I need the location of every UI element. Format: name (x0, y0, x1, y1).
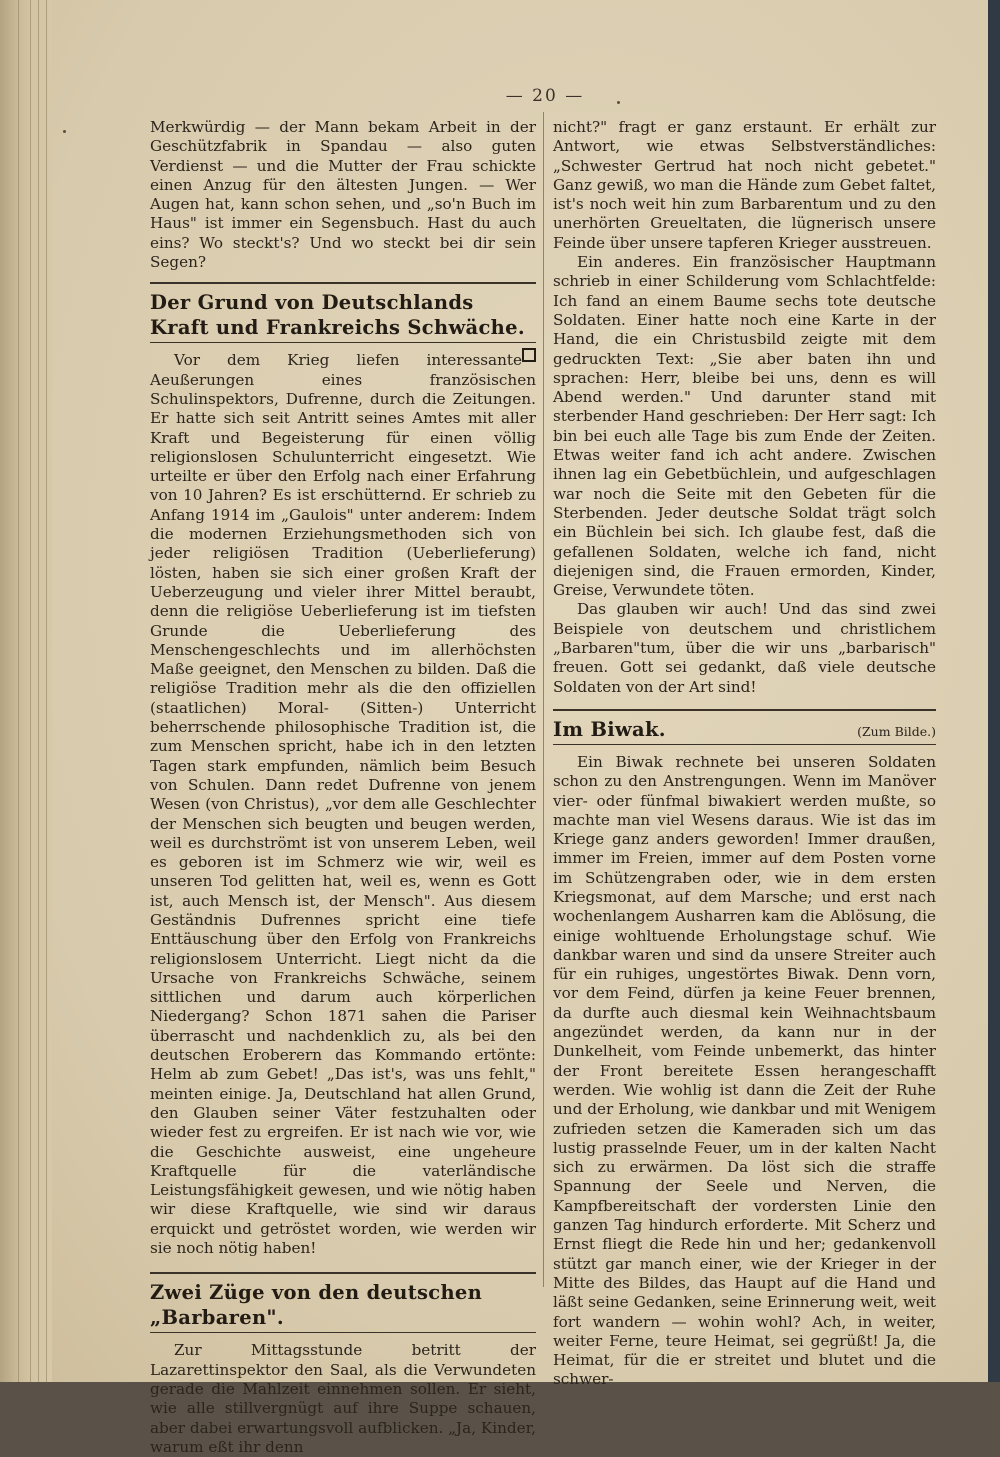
heading-biwak-row (553, 717, 936, 742)
page-number: — 20 — (505, 86, 585, 106)
heading-rule (553, 744, 936, 745)
heading-barbaren: Zwei Züge von den deutschen „Barbaren". (150, 1281, 483, 1330)
heading-kraft-schwaeche (150, 290, 536, 340)
book-spine (0, 0, 52, 1382)
heading-rule (150, 342, 536, 343)
article-paragraph: Das glauben wir auch! Und das sind zwei Beispiele von deutschem und christlichem „Barbaren"tum, über die wir uns „barbarisch" freuen. Gott sei gedankt, daß viele deutsche Soldaten von der Art sind! (553, 600, 936, 696)
stray-mark (617, 101, 620, 104)
heading-note: (Zum Bilde.) (857, 723, 936, 739)
section-rule (150, 1272, 536, 1274)
article-paragraph: Ein Biwak rechnete bei unseren Soldaten schon zu den Anstrengungen. Wenn im Manöver vier- oder fünfmal biwakiert werden mußte, so machte man viel Wesens daraus. Wie ist das im Kriege ganz anders geworden! Immer draußen, immer im Freien, immer auf dem Posten vorne im Schützengraben oder, wie in dem ersten Kriegsmonat, auf dem Marsche; und erst nach wochenlangem Ausharren kam die Ablösung, die einige wohltuende Erholungstage schuf. Wie dankbar waren und sind da unsere Streiter auch für ein ruhiges, ungestörtes Biwak. Denn vorn, vor dem Feind, dürfen ja keine Feuer brennen, da durfte auch diesmal kein Weihnachtsbaum angezündet werden, da kann nur in der Dunkelheit, vom Feinde unbemerkt, das hinter der Front bereitete Essen herangeschafft werden. Wie wohlig ist dann die Zeit der Ruhe und der Erholung, wie dankbar und mit Wenigem zufrieden setzen die Kameraden sich um das lustig prasselnde Feuer, um in der kalten Nacht sich zu erwärmen. Da löst sich die straffe Spannung der Seele und Nerven, die Kampfbereitschaft der vordersten Linie den ganzen Tag hindurch erforderte. Mit Scherz und Ernst fliegt die Rede hin und her; gedankenvoll stützt gar manch einer, wie der Krieger in der Mitte des Bildes, das Haupt auf die Hand und läßt seine Gedanken, seine Erinnerung weit, weit fort wandern — wohin wohl? Ach, in weiter, weiter Ferne, teure Heimat, sei gegrüßt! Ja, die Heimat, für die er streitet und blutet und die schwer- (553, 752, 936, 1389)
article-paragraph: Zur Mittagsstunde betritt der Lazarettinspektor den Saal, als die Verwundeten gerade die Mahlzeit einnehmen sollen. Er sieht, wie alle stillvergnügt auf ihre Suppe schauen, aber dabei erwartungsvoll aufblicken. „Ja, Kinder, warum eßt ihr denn (150, 1341, 536, 1456)
article-paragraph: Ein anderes. Ein französischer Hauptmann schrieb in einer Schilderung vom Schlachtfelde: Ich fand an einem Baume sechs tote deutsche Soldaten. Einer hatte noch eine Karte in der Hand, die ein Christusbild zeigte mit dem gedruckten Text: „Sie aber baten ihn und sprachen: Herr, bleibe bei uns, denn es will Abend werden." Und darunter stand mit sterbender Hand geschrieben: Der Herr sagt: Ich bin bei euch alle Tage bis zum Ende der Zeiten. Etwas weiter fand ich acht andere. Zwischen ihnen lag ein Gebetbüchlein, und aufgeschlagen war noch die Seite mit den Gebeten für die Sterbenden. Jeder deutsche Soldat trägt solch ein Büchlein bei sich. Ich glaube fest, daß die gefallenen Soldaten, welche ich fand, nicht diejenigen sind, die Frauen ermorden, Kinder, Greise, Verwundete töten. (553, 253, 936, 600)
heading-biwak: Im Biwak. (553, 717, 666, 741)
heading-rule (150, 1332, 536, 1333)
column-divider (543, 112, 544, 1287)
section-rule (553, 709, 936, 711)
left-column (150, 118, 536, 1457)
article-paragraph: Vor dem Krieg liefen interessante Aeußerungen eines französischen Schulinspektors, Dufrenne, durch die Zeitungen. Er hatte sich seit Antritt seines Amtes mit aller Kraft und Begeisterung für einen völlig religionslosen Schulunterricht eingesetzt. Wie urteilte er über den Erfolg nach einer Erfahrung von 10 Jahren? Es ist erschütternd. Er schrieb zu Anfang 1914 im „Gaulois" unter anderem: Indem die modernen Erziehungsmethoden sich von jeder religiösen Tradition (Ueberlieferung) lösten, haben sie sich einer großen Kraft der Ueberzeugung und vieler ihrer Mittel beraubt, denn die religiöse Ueberlieferung ist im tiefsten Grunde die Ueberlieferung des Menschengeschlechts und im allerhöchsten Maße geeignet, den Menschen zu bilden. Daß die religiöse Tradition mehr als die den offiziellen (staatlichen) Moral- (Sitten-) Unterricht beherrschende philosophische Tradition ist, die zum Menschen spricht, habe ich in den letzten Tagen stark empfunden, nämlich beim Besuch von Schulen. Dann redet Dufrenne von jenem Wesen (von Christus), „vor dem alle Geschlechter der Menschen sich beugten und beugen werden, weil es durchströmt ist von unserem Leben, weil es geboren ist im Schmerz wie wir, weil es unseren Tod gelitten hat, weil es, wenn es Gott ist, auch Mensch ist, der Mensch". Aus diesem Geständnis Dufrennes spricht eine tiefe Enttäuschung über den Erfolg von Frankreichs religionslosem Unterricht. Liegt nicht da die Ursache von Frankreichs Schwäche, seinem sittlichen und darum auch körperlichen Niedergang? Schon 1871 sahen die Pariser überrascht und nachdenklich zu, als bei den deutschen Eroberern das Kommando ertönte: Helm ab zum Gebet! „Das ist's, was uns fehlt," meinten einige. Ja, Deutschland hat allen Grund, den Glauben seiner Väter festzuhalten oder wieder fest zu ergreifen. Er ist nach wie vor, wie die Geschichte ausweist, eine ungeheure Kraftquelle für die vaterländische Leistungsfähigkeit gewesen, und wie nötig haben wir diese Kraftquelle, wie sind wir daraus erquickt und getröstet worden, wie werden wir sie noch nötig haben! (150, 351, 536, 1258)
heading-text: Der Grund von Deutschlands Kraft und Frankreichs Schwäche. (150, 291, 525, 340)
stray-mark (63, 130, 66, 133)
binding-edge (988, 0, 1000, 1382)
right-column (553, 118, 936, 1390)
square-ornament (522, 348, 536, 362)
intro-paragraph: Merkwürdig — der Mann bekam Arbeit in der Geschützfabrik in Spandau — also guten Verdienst — und die Mutter der Frau schickte einen Anzug für den ältesten Jungen. — Wer Augen hat, kann schon sehen, und „so'n Buch im Haus" ist immer ein Segensbuch. Hast du auch eins? Wo steckt's? Und wo steckt bei dir sein Segen? (150, 118, 536, 272)
section-rule (150, 282, 536, 284)
article-paragraph: nicht?" fragt er ganz erstaunt. Er erhält zur Antwort, wie etwas Selbstverständliches: „Schwester Gertrud hat noch nicht gebetet." Ganz gewiß, wo man die Hände zum Gebet faltet, ist's noch weit hin zum Barbarentum und zu den unerhörten Greueltaten, die lügnerisch unsere Feinde über unsere tapferen Krieger ausstreuen. (553, 118, 936, 252)
